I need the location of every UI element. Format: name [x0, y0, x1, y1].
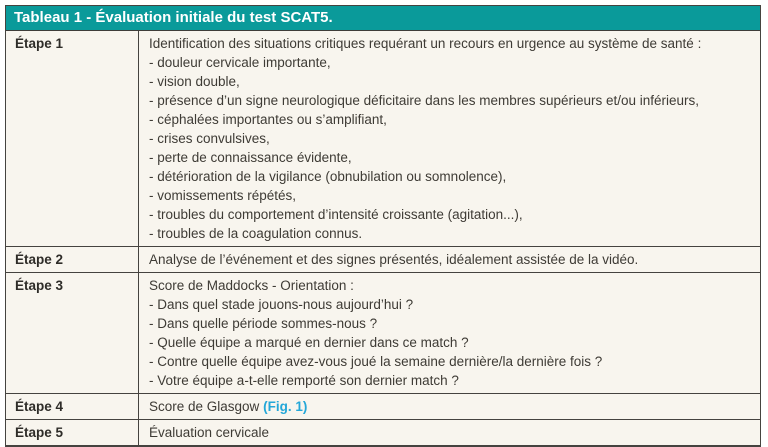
table-scat5 — [5, 5, 761, 447]
content-line: - douleur cervicale importante, — [149, 55, 331, 70]
content-line: - présence d’un signe neurologique déficitaire dans les membres supérieurs et/ou inférieurs, — [149, 93, 700, 108]
content-line: Identification des situations critiques requérant un recours en urgence au système de santé : — [149, 36, 702, 51]
glasgow-score-text: Score de Glasgow — [149, 399, 260, 414]
content-line: Score de Maddocks - Orientation : — [149, 278, 354, 293]
content-line: Évaluation cervicale — [149, 425, 270, 440]
row-content — [139, 420, 760, 445]
content-line: - détérioration de la vigilance (obnubilation ou somnolence), — [149, 169, 507, 184]
row-content — [139, 31, 760, 246]
content-line: - troubles du comportement d’intensité croissante (agitation...), — [149, 207, 523, 222]
row-content — [139, 273, 760, 393]
content-line: - céphalées importantes ou s’amplifiant, — [149, 112, 387, 127]
content-line: - Quelle équipe a marqué en dernier dans ce match ? — [149, 335, 469, 350]
table-row — [6, 246, 760, 272]
fig-1-reference[interactable]: (Fig. 1) — [263, 399, 308, 414]
content-line: - Contre quelle équipe avez-vous joué la semaine dernière/la dernière fois ? — [149, 354, 603, 369]
content-line: - perte de connaissance évidente, — [149, 150, 352, 165]
table-row — [6, 419, 760, 445]
content-line: Analyse de l’événement et des signes présentés, idéalement assistée de la vidéo. — [149, 252, 639, 267]
content-line: - Dans quelle période sommes-nous ? — [149, 316, 378, 331]
content-line: - Votre équipe a-t-elle remporté son dernier match ? — [149, 373, 459, 388]
table-row — [6, 31, 760, 246]
row-label: Étape 1 — [6, 31, 139, 246]
table-title-bar — [6, 6, 760, 31]
row-label: Étape 5 — [6, 420, 139, 445]
row-label: Étape 2 — [6, 247, 139, 272]
content-line: - vision double, — [149, 74, 240, 89]
row-label: Étape 3 — [6, 273, 139, 393]
row-content — [139, 247, 760, 272]
table-row — [6, 272, 760, 393]
content-line: - vomissements répétés, — [149, 188, 297, 203]
table-row — [6, 393, 760, 419]
row-content — [139, 394, 760, 419]
content-line: - Dans quel stade jouons-nous aujourd’hui ? — [149, 297, 414, 312]
content-line — [149, 397, 752, 416]
content-line: - crises convulsives, — [149, 131, 270, 146]
content-line: - troubles de la coagulation connus. — [149, 226, 363, 241]
table-title: Tableau 1 - Évaluation initiale du test SCAT5. — [14, 9, 333, 26]
row-label: Étape 4 — [6, 394, 139, 419]
